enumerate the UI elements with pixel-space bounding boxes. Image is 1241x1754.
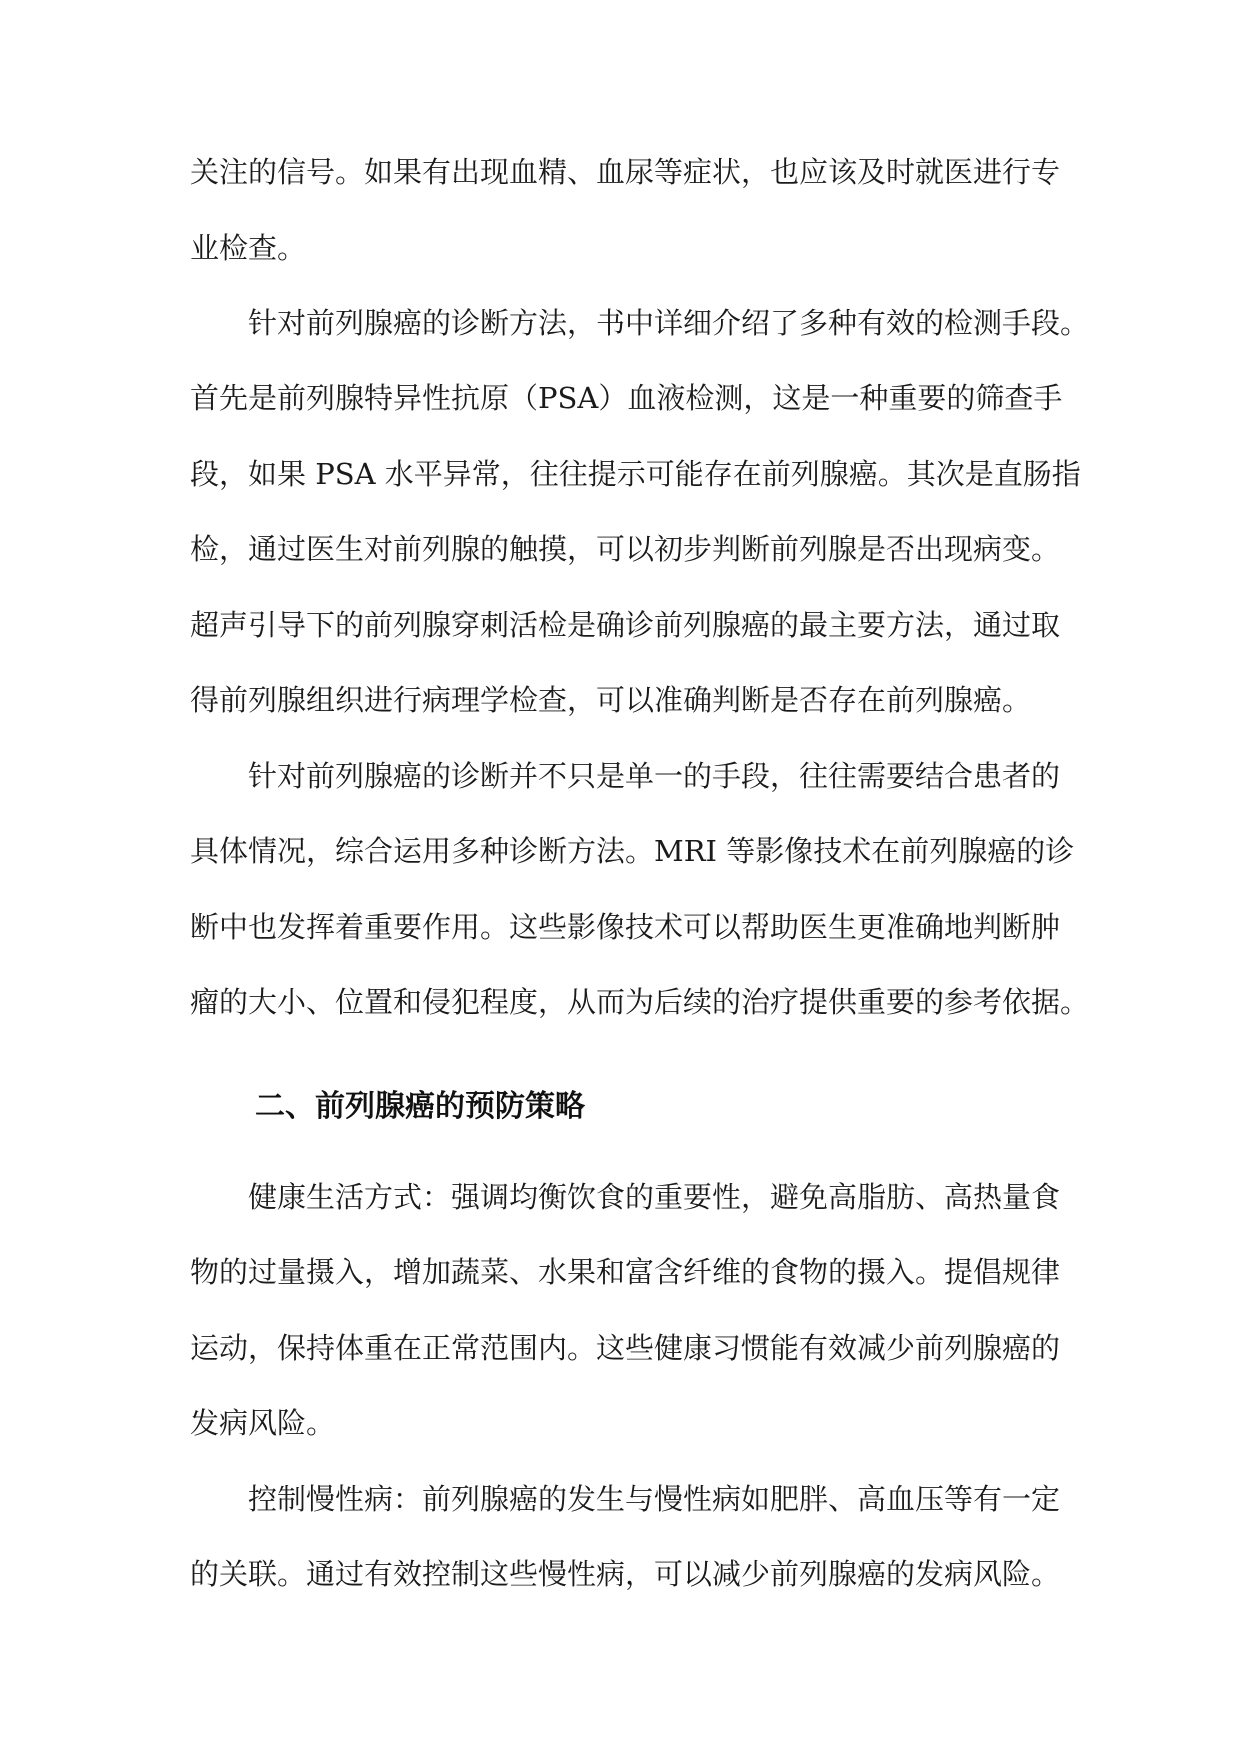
paragraph-line: 关注的信号。如果有出现血精、血尿等症状，也应该及时就医进行专 — [190, 155, 1061, 189]
paragraph-line: 物的过量摄入，增加蔬菜、水果和富含纤维的食物的摄入。提倡规律 — [190, 1255, 1061, 1289]
paragraph-line: 瘤的大小、位置和侵犯程度，从而为后续的治疗提供重要的参考依据。 — [190, 985, 1090, 1019]
paragraph-line: 得前列腺组织进行病理学检查，可以准确判断是否存在前列腺癌。 — [190, 683, 1032, 717]
section-heading: 二、前列腺癌的预防策略 — [255, 1089, 585, 1124]
paragraph-line: 首先是前列腺特异性抗原（PSA）血液检测，这是一种重要的筛查手 — [190, 381, 1063, 415]
paragraph-line: 针对前列腺癌的诊断方法，书中详细介绍了多种有效的检测手段。 — [248, 306, 1090, 340]
paragraph-line: 的关联。通过有效控制这些慢性病，可以减少前列腺癌的发病风险。 — [190, 1557, 1061, 1591]
paragraph-line: 控制慢性病：前列腺癌的发生与慢性病如肥胖、高血压等有一定 — [248, 1482, 1061, 1516]
paragraph-line: 超声引导下的前列腺穿刺活检是确诊前列腺癌的最主要方法，通过取 — [190, 608, 1061, 642]
paragraph-line: 段，如果 PSA 水平异常，往往提示可能存在前列腺癌。其次是直肠指 — [190, 457, 1081, 491]
paragraph-line: 运动，保持体重在正常范围内。这些健康习惯能有效减少前列腺癌的 — [190, 1331, 1061, 1365]
paragraph-line: 检，通过医生对前列腺的触摸，可以初步判断前列腺是否出现病变。 — [190, 532, 1061, 566]
paragraph-line: 业检查。 — [190, 231, 307, 265]
paragraph-line: 具体情况，综合运用多种诊断方法。MRI 等影像技术在前列腺癌的诊 — [190, 834, 1075, 868]
paragraph-line: 发病风险。 — [190, 1406, 336, 1440]
paragraph-line: 断中也发挥着重要作用。这些影像技术可以帮助医生更准确地判断肿 — [190, 910, 1061, 944]
paragraph-line: 健康生活方式：强调均衡饮食的重要性，避免高脂肪、高热量食 — [248, 1180, 1061, 1214]
paragraph-line: 针对前列腺癌的诊断并不只是单一的手段，往往需要结合患者的 — [248, 759, 1061, 793]
